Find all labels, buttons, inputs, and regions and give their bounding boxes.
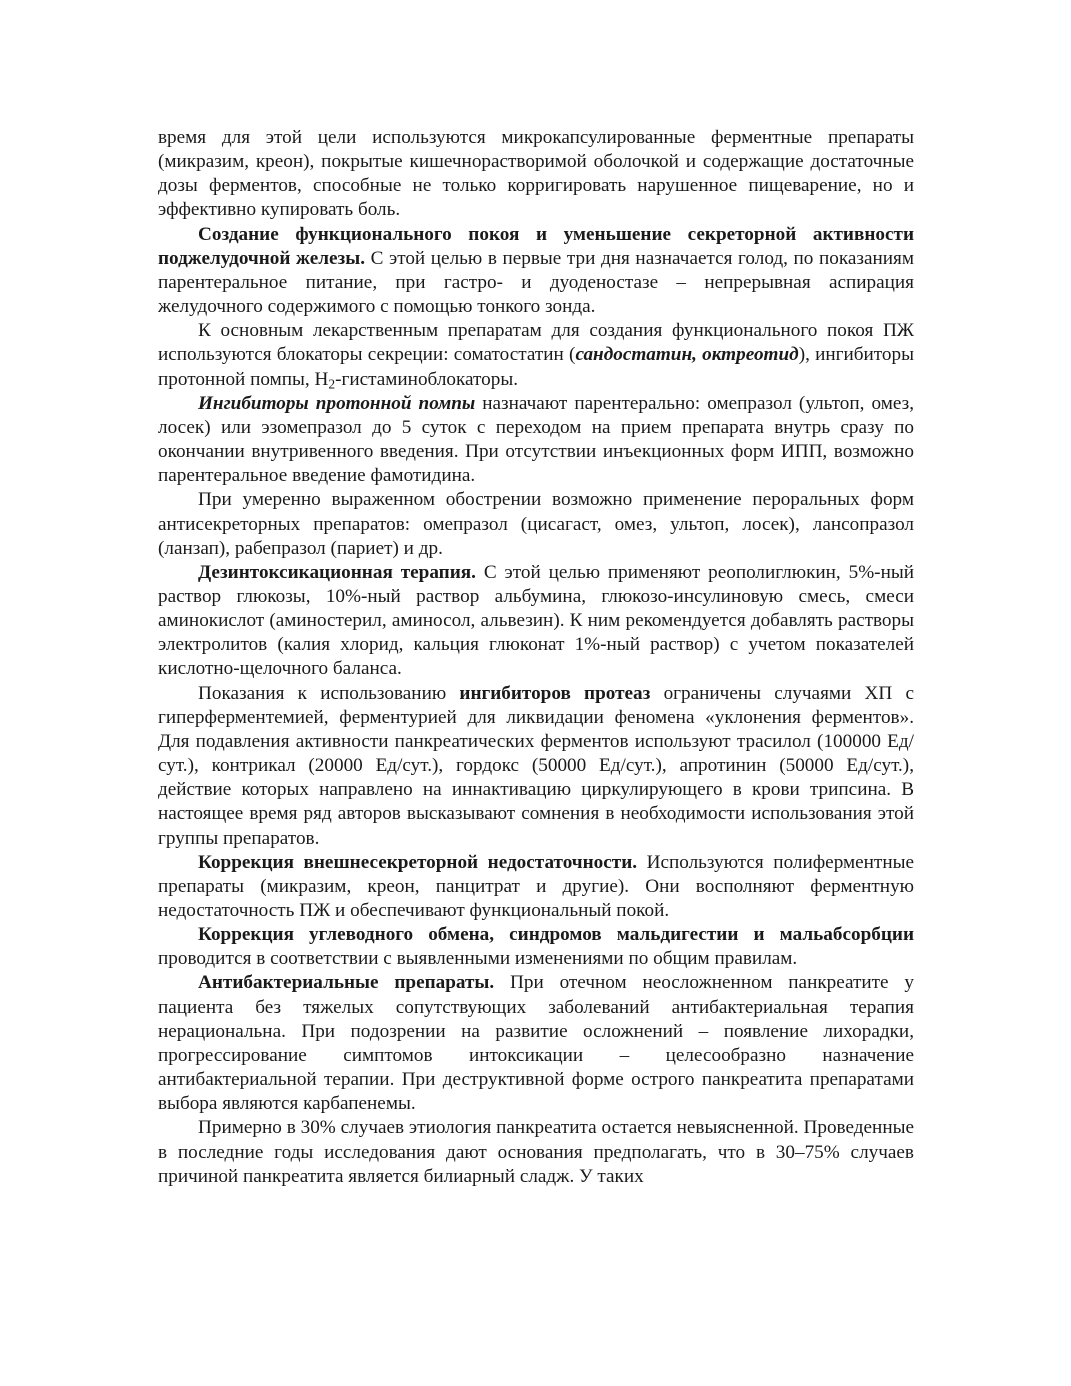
paragraph-proton-pump-inhibitors [158,392,914,489]
paragraph-text: время для этой цели используются микрокапсулированные ферментные препараты (микразим, креон), покрытые кишечнорастворимой оболочкой и содержащие достаточные дозы ферментов, способные не только корригировать нарушенное пищеварение, но и эффективно купировать боль. [158,127,914,221]
section-heading-ppi: Ингибиторы протонной помпы [198,392,476,414]
paragraph-text: С этой целью применяют реополиглюкин, 5%-ный раствор глюкозы, 10%-ный раствор альбумина, глюкозо-инсулиновую смесь, смеси аминокислот (аминостерил, аминосол, альвезин). К ним рекомендуется добавлять растворы электролитов (калия хлорид, кальция глюконат 1%-ный раствор) с учетом показателей кислотно-щелочного баланса. [158,561,914,680]
drug-names-emphasis: сандостатин, октреотид [575,344,799,366]
term-protease-inhibitors: ингибиторов протеаз [459,682,651,704]
paragraph-etiology [158,1116,914,1188]
paragraph-enzyme-preparations [158,126,914,223]
paragraph-text: ограничены случаями ХП с гиперферментемией, ферментурией для ликвидации феномена «уклонения ферментов». Для подавления активности панкреатических ферментов используют трасилол (100000 Ед/сут.), контрикал (20000 Ед/сут.), гордокс (50000 Ед/сут.), апротинин (50000 Ед/сут.), действие которых направлено на иннактивацию циркулирующего в крови трипсина. В настоящее время ряд авторов высказывают сомнения в необходимости использования этой группы препаратов. [158,682,914,849]
section-heading-functional-rest: Создание функционального покоя и уменьшение секреторной активности поджелудочной железы. [158,223,914,269]
paragraph-text: При отечном неосложненном панкреатите у пациента без тяжелых сопутствующих заболеваний антибактериальная терапия нерациональна. При подозрении на развитие осложнений – появление лихорадки, прогрессирование симптомов интоксикации – целесообразно назначение антибактериальной терапии. При деструктивной форме острого панкреатита препаратами выбора являются карбапенемы. [158,972,914,1115]
paragraph-text: При умеренно выраженном обострении возможно применение пероральных форм антисекреторных препаратов: омепразол (цисагаст, омез, ультоп, лосек), лансопразол (ланзап), рабепразол (париет) и др. [158,489,914,559]
paragraph-secretion-blockers [158,319,914,391]
paragraph-oral-antisecretory [158,488,914,560]
paragraph-exocrine-insufficiency [158,851,914,923]
document-page [158,126,914,1189]
paragraph-text: -гистаминоблокаторы. [335,368,519,390]
paragraph-detox-therapy [158,561,914,682]
paragraph-antibacterial [158,971,914,1116]
paragraph-text: назначают парентерально: омепразол (ультоп, омез, лосек) или эзомепразол до 5 суток с переходом на прием препарата внутрь сразу по окончании внутривенного введения. При отсутствии инъекционных форм ИПП, возможно парентеральное введение фамотидина. [158,392,915,487]
paragraph-protease-inhibitors [158,682,914,851]
subscript-index: 2 [328,375,336,391]
paragraph-text: С этой целью в первые три дня назначается голод, по показаниям парентеральное питание, при гастро- и дуоденостазе – непрерывная аспирация желудочного содержимого с помощью тонкого зонда. [158,247,914,318]
paragraph-text: ), ингибиторы протонной помпы, Н [158,344,915,390]
paragraph-text: Используются полиферментные препараты (микразим, креон, панцитрат и другие). Они восполняют ферментную недостаточность ПЖ и обеспечивают функциональный покой. [158,851,914,921]
paragraph-text: Показания к использованию [198,682,460,704]
section-heading-exocrine: Коррекция внешнесекреторной недостаточности. [198,851,638,873]
paragraph-text: проводится в соответствии с выявленными изменениями по общим правилам. [158,948,798,970]
paragraph-text: Примерно в 30% случаев этиология панкреатита остается невыясненной. Проведенные в последние годы исследования дают основания предполагать, что в 30–75% случаев причиной панкреатита является билиарный сладж. У таких [158,1117,914,1187]
paragraph-carbohydrate-metabolism [158,923,914,971]
paragraph-text: К основным лекарственным препаратам для создания функционального покоя ПЖ используются блокаторы секреции: соматостатин ( [158,320,914,366]
paragraph-functional-rest [158,223,914,320]
section-heading-detox: Дезинтоксикационная терапия. [198,561,476,583]
section-heading-carbohydrate: Коррекция углеводного обмена, синдромов мальдигестии и мальабсорбции [198,924,914,946]
section-heading-antibacterial: Антибактериальные препараты. [198,972,495,994]
